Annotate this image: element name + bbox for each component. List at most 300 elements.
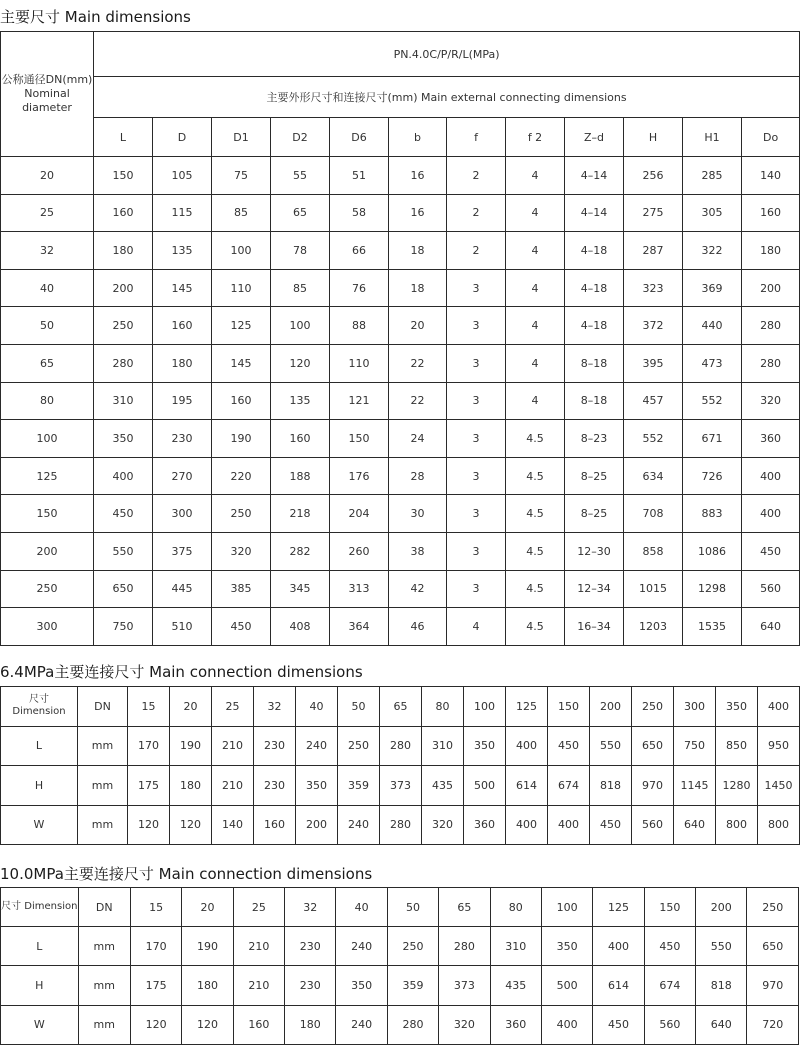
table-cell: 250 [212,495,271,533]
table-cell: 195 [153,382,212,420]
table-cell: 970 [747,966,799,1005]
table-cell: 180 [170,766,212,806]
header-row [1,888,799,927]
table-cell: 28 [389,457,447,495]
table-cell: 38 [389,532,447,570]
table-cell: 1298 [683,570,742,608]
table-cell: 373 [439,966,490,1005]
table-cell: 200 [696,888,747,927]
table-cell: 30 [389,495,447,533]
table-cell: 230 [254,726,296,766]
table-cell: 3 [447,532,506,570]
table-cell: 450 [548,726,590,766]
table-cell: 8–25 [565,457,624,495]
table-cell: 260 [330,532,389,570]
table-cell: 4–18 [565,269,624,307]
table-cell: 450 [644,927,695,966]
table-cell: 16 [389,157,447,195]
table-cell: 350 [464,726,506,766]
dn-cell: 20 [1,157,94,195]
table-cell: 160 [153,307,212,345]
table-cell: mm [78,726,128,766]
table-cell: 435 [422,766,464,806]
table-cell: 1450 [758,766,800,806]
table-cell: 750 [94,608,153,646]
table-cell: 400 [742,457,800,495]
table-cell: 359 [338,766,380,806]
table-cell: 200 [590,687,632,727]
table-cell: 150 [548,687,590,727]
table-cell: 435 [490,966,541,1005]
dn-cell: 250 [1,570,94,608]
table-cell: 552 [683,382,742,420]
table-cell: 32 [285,888,336,927]
table-cell: 135 [153,232,212,270]
table-cell: 4 [506,307,565,345]
table-cell: mm [78,766,128,806]
table-cell: 322 [683,232,742,270]
table-cell: 120 [271,344,330,382]
table-cell: 440 [683,307,742,345]
table-cell: 100 [271,307,330,345]
table-cell: 280 [439,927,490,966]
table-cell: 4.5 [506,457,565,495]
table-cell: 180 [182,966,233,1005]
table-cell: 850 [716,726,758,766]
table-cell: 100 [212,232,271,270]
table-cell: 80 [422,687,464,727]
table-cell: 135 [271,382,330,420]
table-row [1,495,800,533]
table-cell: 240 [336,927,387,966]
table-cell: 51 [330,157,389,195]
table-cell: 450 [593,1005,644,1044]
table-cell: W [1,805,78,845]
column-header: D2 [271,118,330,157]
table-cell: 180 [153,344,212,382]
table-row [1,194,800,232]
table-cell: 400 [94,457,153,495]
table-cell: 22 [389,382,447,420]
table-cell: 674 [644,966,695,1005]
table-cell: 650 [94,570,153,608]
table-cell: 883 [683,495,742,533]
table-cell: 313 [330,570,389,608]
table-cell: 200 [296,805,338,845]
table-cell: 105 [153,157,212,195]
table-row [1,805,800,845]
dn-header-cell: 公称通径DN(mm) Nominal diameter [1,32,94,157]
table-cell: 204 [330,495,389,533]
table-cell: 818 [590,766,632,806]
table-cell: L [1,726,78,766]
table-cell: 4 [506,382,565,420]
table-cell: 552 [624,420,683,458]
table-cell: 40 [296,687,338,727]
table-cell: 350 [336,966,387,1005]
table-cell: 2 [447,194,506,232]
table-cell: 457 [624,382,683,420]
table-cell: 66 [330,232,389,270]
table-cell: 450 [742,532,800,570]
table-row [1,232,800,270]
column-header: D1 [212,118,271,157]
table-cell: mm [78,805,128,845]
table-cell: 450 [94,495,153,533]
table-cell: 320 [422,805,464,845]
table-cell: 200 [742,269,800,307]
table-cell: 320 [439,1005,490,1044]
table-cell: 20 [170,687,212,727]
connection-6-4mpa-title: 6.4MPa主要连接尺寸 Main connection dimensions [0,663,363,681]
table-cell: 40 [336,888,387,927]
table-cell: 78 [271,232,330,270]
table-cell: 4.5 [506,532,565,570]
table-cell: 250 [747,888,799,927]
table-cell: 1535 [683,608,742,646]
table-cell: 25 [212,687,254,727]
table-cell: 450 [212,608,271,646]
table-row [1,570,800,608]
table-cell: 650 [632,726,674,766]
table-cell: 671 [683,420,742,458]
table-row [1,382,800,420]
table-cell: 160 [212,382,271,420]
table-cell: 75 [212,157,271,195]
table-cell: 1145 [674,766,716,806]
table-cell: 4–14 [565,157,624,195]
table-cell: 250 [387,927,438,966]
table-cell: 176 [330,457,389,495]
table-cell: 560 [632,805,674,845]
table-cell: 4 [447,608,506,646]
table-cell: 400 [506,805,548,845]
dn-cell: 80 [1,382,94,420]
table-cell: DN [78,888,130,927]
table-cell: 230 [254,766,296,806]
table-cell: 210 [212,766,254,806]
table-cell: 360 [742,420,800,458]
connection-6-4mpa-table [0,686,800,845]
column-header: H1 [683,118,742,157]
column-header: b [389,118,447,157]
table-cell: 55 [271,157,330,195]
table-cell: 18 [389,232,447,270]
table-cell: 310 [94,382,153,420]
table-cell: 550 [696,927,747,966]
table-cell: 88 [330,307,389,345]
dn-cell: 150 [1,495,94,533]
table-cell: 373 [380,766,422,806]
table-cell: 280 [387,1005,438,1044]
table-cell: 614 [593,966,644,1005]
table-cell: 650 [747,927,799,966]
table-cell: 350 [296,766,338,806]
table-cell: 20 [182,888,233,927]
table-cell: 350 [716,687,758,727]
table-cell: 345 [271,570,330,608]
table-cell: 22 [389,344,447,382]
table-cell: 310 [422,726,464,766]
table-cell: 800 [758,805,800,845]
table-cell: 230 [285,966,336,1005]
table-cell: 395 [624,344,683,382]
connection-10mpa-title: 10.0MPa主要连接尺寸 Main connection dimensions [0,865,373,883]
table-cell: 364 [330,608,389,646]
table-cell: 400 [541,1005,592,1044]
table-cell: 240 [336,1005,387,1044]
table-cell: 282 [271,532,330,570]
table-cell: 180 [94,232,153,270]
subheader-cell: 主要外形尺寸和连接尺寸(mm) Main external connecting dimensions [94,77,800,118]
column-header: Z–d [565,118,624,157]
table-cell: 4–18 [565,307,624,345]
table-row [1,766,800,806]
table-cell: 310 [490,927,541,966]
table-cell: 3 [447,495,506,533]
table-cell: 18 [389,269,447,307]
table-cell: 360 [464,805,506,845]
table-cell: 180 [742,232,800,270]
table-row [1,457,800,495]
table-cell: 359 [387,966,438,1005]
table-cell: 640 [674,805,716,845]
column-header: D6 [330,118,389,157]
table-row [1,157,800,195]
table-cell: 125 [593,888,644,927]
header-row [1,687,800,727]
table-row [1,344,800,382]
table-cell: 140 [742,157,800,195]
table-cell: 3 [447,570,506,608]
table-cell: 121 [330,382,389,420]
column-header: f 2 [506,118,565,157]
dn-cell: 125 [1,457,94,495]
table-row [1,726,800,766]
table-cell: 818 [696,966,747,1005]
table-cell: 614 [506,766,548,806]
table-row [1,1005,799,1044]
table-cell: 190 [170,726,212,766]
table-cell: 445 [153,570,212,608]
table-cell: 8–18 [565,382,624,420]
table-cell: mm [78,927,130,966]
main-dimensions-title: 主要尺寸 Main dimensions [0,8,191,26]
table-cell: 275 [624,194,683,232]
pressure-header-cell: PN.4.0C/P/R/L(MPa) [94,32,800,77]
table-cell: 120 [182,1005,233,1044]
column-header: L [94,118,153,157]
table-cell: 280 [380,726,422,766]
table-cell: 1280 [716,766,758,806]
table-cell: 280 [742,307,800,345]
table-cell: 20 [389,307,447,345]
table-cell: 500 [541,966,592,1005]
table-cell: 375 [153,532,212,570]
column-header: D [153,118,212,157]
table-cell: 210 [212,726,254,766]
table-cell: 15 [130,888,181,927]
table-cell: 175 [128,766,170,806]
table-cell: 46 [389,608,447,646]
table-cell: 1015 [624,570,683,608]
table-cell: 3 [447,457,506,495]
table-cell: mm [78,1005,130,1044]
table-cell: 85 [271,269,330,307]
table-cell: 188 [271,457,330,495]
table-cell: 858 [624,532,683,570]
table-cell: 115 [153,194,212,232]
table-cell: 510 [153,608,212,646]
table-row [1,307,800,345]
table-cell: 160 [94,194,153,232]
table-cell: 100 [541,888,592,927]
table-cell: mm [78,966,130,1005]
table-cell: 3 [447,382,506,420]
table-cell: 1203 [624,608,683,646]
table-cell: 125 [212,307,271,345]
table-cell: 369 [683,269,742,307]
table-cell: 250 [632,687,674,727]
table-cell: 300 [674,687,716,727]
table-cell: 360 [490,1005,541,1044]
table-cell: 65 [271,194,330,232]
column-header: Do [742,118,800,157]
table-cell: 320 [212,532,271,570]
table-cell: 400 [593,927,644,966]
table-cell: 140 [212,805,254,845]
connection-10mpa-table [0,887,799,1045]
table-cell: 15 [128,687,170,727]
table-cell: 950 [758,726,800,766]
table-cell: 24 [389,420,447,458]
table-cell: 65 [439,888,490,927]
table-cell: 560 [742,570,800,608]
table-cell: 280 [380,805,422,845]
dimension-label-cell: 尺寸 Dimension [1,888,79,927]
table-cell: 120 [128,805,170,845]
table-cell: 4 [506,194,565,232]
table-cell: 190 [212,420,271,458]
table-cell: 145 [212,344,271,382]
table-cell: 170 [128,726,170,766]
table-cell: 726 [683,457,742,495]
table-cell: H [1,966,79,1005]
table-cell: 240 [338,805,380,845]
dn-cell: 25 [1,194,94,232]
table-cell: 8–25 [565,495,624,533]
table-cell: 400 [548,805,590,845]
table-cell: 4–14 [565,194,624,232]
table-cell: 280 [94,344,153,382]
table-cell: 220 [212,457,271,495]
table-cell: 85 [212,194,271,232]
table-cell: 12–34 [565,570,624,608]
table-cell: 76 [330,269,389,307]
table-cell: 4–18 [565,232,624,270]
table-cell: 3 [447,344,506,382]
table-cell: 160 [742,194,800,232]
dn-cell: 200 [1,532,94,570]
table-cell: 300 [153,495,212,533]
table-cell: 1086 [683,532,742,570]
table-cell: 3 [447,269,506,307]
table-cell: 800 [716,805,758,845]
main-dimensions-table [0,31,800,646]
table-cell: 4.5 [506,570,565,608]
table-cell: 2 [447,232,506,270]
table-cell: 120 [170,805,212,845]
table-cell: 634 [624,457,683,495]
table-cell: 4.5 [506,420,565,458]
table-cell: L [1,927,79,966]
table-cell: 320 [742,382,800,420]
table-cell: 970 [632,766,674,806]
table-cell: 8–18 [565,344,624,382]
table-cell: 287 [624,232,683,270]
table-cell: 170 [130,927,181,966]
table-row [1,532,800,570]
table-cell: 372 [624,307,683,345]
table-cell: 4 [506,344,565,382]
table-cell: 750 [674,726,716,766]
table-row [1,608,800,646]
table-cell: 250 [338,726,380,766]
table-cell: 720 [747,1005,799,1044]
dn-cell: 50 [1,307,94,345]
table-cell: 110 [212,269,271,307]
table-cell: 16 [389,194,447,232]
table-cell: 150 [94,157,153,195]
table-cell: 240 [296,726,338,766]
table-cell: 210 [233,927,284,966]
table-cell: 25 [233,888,284,927]
table-cell: 145 [153,269,212,307]
table-cell: 4.5 [506,495,565,533]
table-cell: 160 [254,805,296,845]
table-cell: 218 [271,495,330,533]
table-cell: 400 [742,495,800,533]
column-header: f [447,118,506,157]
table-row [1,927,799,966]
table-cell: DN [78,687,128,727]
table-cell: 550 [590,726,632,766]
table-cell: 125 [506,687,548,727]
table-cell: 110 [330,344,389,382]
table-cell: W [1,1005,79,1044]
table-cell: 250 [94,307,153,345]
table-cell: 640 [742,608,800,646]
table-cell: 270 [153,457,212,495]
table-cell: 323 [624,269,683,307]
table-cell: 150 [644,888,695,927]
table-cell: 500 [464,766,506,806]
table-row [1,966,799,1005]
table-cell: 385 [212,570,271,608]
table-cell: 50 [338,687,380,727]
table-cell: 4.5 [506,608,565,646]
table-cell: 4 [506,157,565,195]
table-cell: 3 [447,307,506,345]
table-cell: 65 [380,687,422,727]
dn-cell: 100 [1,420,94,458]
table-cell: 256 [624,157,683,195]
table-cell: 350 [94,420,153,458]
table-cell: 408 [271,608,330,646]
table-cell: 4 [506,232,565,270]
table-cell: 42 [389,570,447,608]
table-cell: 12–30 [565,532,624,570]
